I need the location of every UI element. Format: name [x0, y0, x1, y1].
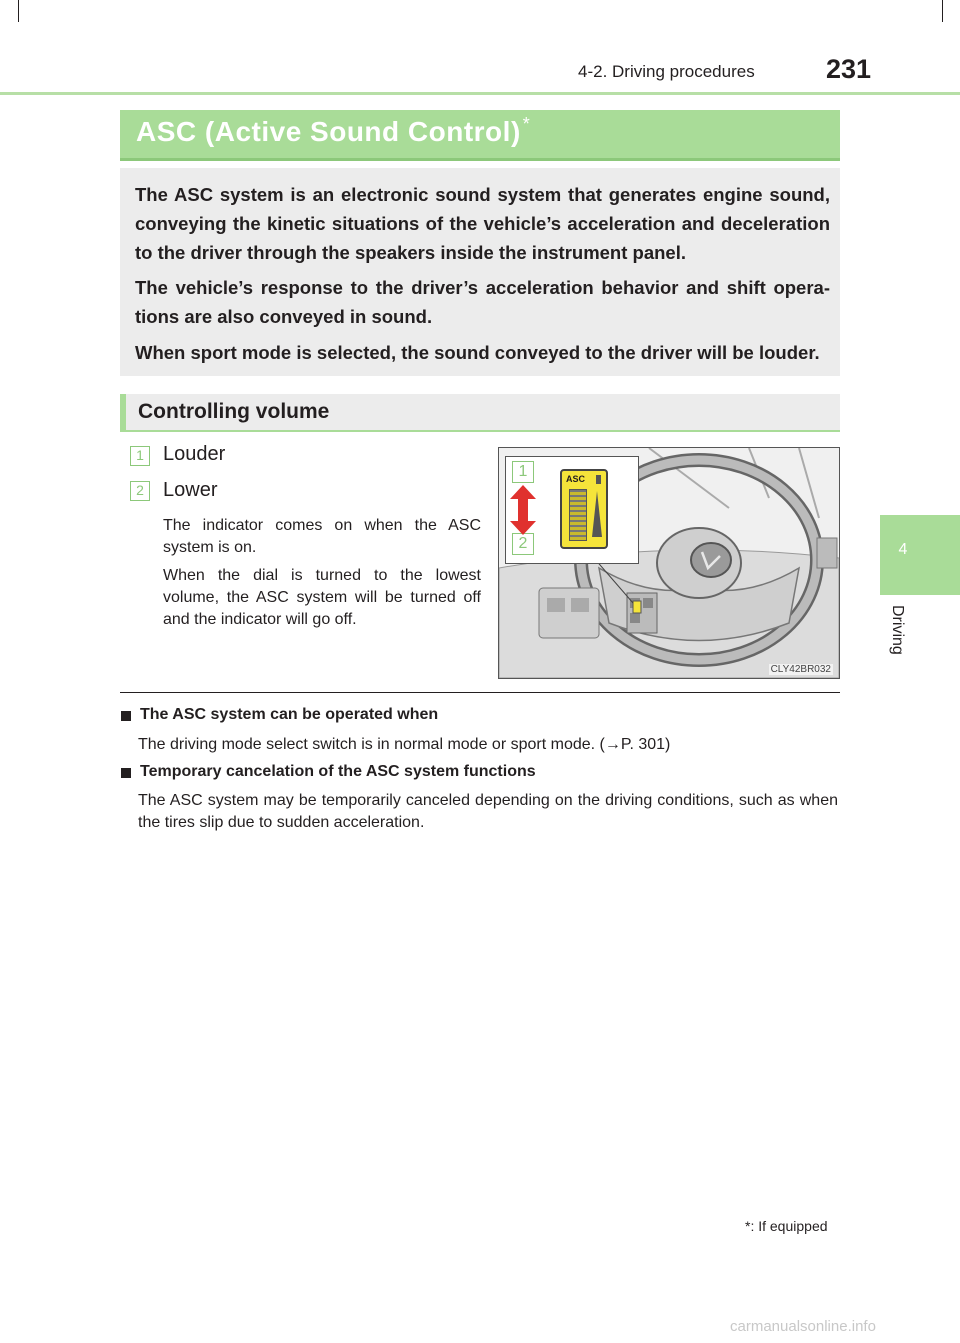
intro-paragraph-3: When sport mode is selected, the sound conveyed to the driver will be louder. [135, 342, 820, 363]
subsection-title: Controlling volume [138, 400, 330, 423]
item-number-2: 2 [130, 481, 150, 501]
equipped-mark: * [522, 114, 531, 134]
section-title-bar [120, 110, 840, 161]
subsection-bar [120, 394, 840, 432]
info-note-heading-1: The ASC system can be operated when [140, 706, 439, 723]
intro-paragraph-2: The vehicle’s response to the driver’s acceleration behavior and shift opera-tions are also conveyed in sound. [135, 277, 830, 327]
page-number: 231 [826, 54, 872, 84]
info-note-body-2: The ASC system may be temporarily canceled depending on the driving conditions, such as when the tires slip due to sudden acceleration. [138, 792, 838, 831]
asc-switch-label: ASC [566, 474, 586, 484]
item-label-lower: Lower [163, 479, 218, 501]
callout-inset [505, 456, 639, 564]
item-label-louder: Louder [163, 443, 226, 465]
info-note-heading-2: Temporary cancelation of the ASC system functions [140, 763, 536, 780]
chapter-label: Driving [889, 605, 906, 655]
square-bullet-icon [121, 768, 131, 778]
section-title [136, 116, 530, 148]
intro-box [120, 168, 840, 376]
illustration-code: CLY42BR032 [770, 664, 831, 675]
callout-number-1: 1 [512, 461, 534, 483]
crop-mark-top-right [942, 0, 943, 22]
header-rule [0, 92, 960, 95]
item-number-1: 1 [130, 446, 150, 466]
watermark: carmanualsonline.info [730, 1318, 876, 1335]
note-lowest-volume: When the dial is turned to the lowest volume, the ASC system will be turned off and the indicator will go off. [163, 567, 481, 628]
callout-number-2: 2 [512, 533, 534, 555]
note-indicator: The indicator comes on when the ASC system is on. [163, 517, 481, 556]
section-title-text: ASC (Active Sound Control) [136, 116, 521, 147]
chapter-tab [880, 515, 960, 595]
steering-wheel-illustration [498, 447, 840, 679]
square-bullet-icon [121, 711, 131, 721]
up-down-arrow-icon [508, 485, 538, 535]
header-section-title: 4-2. Driving procedures [578, 62, 755, 81]
info-note-body-1: The driving mode select switch is in normal mode or sport mode. (→P. 301) [138, 736, 671, 753]
volume-dial [569, 489, 587, 541]
section-divider [120, 692, 840, 693]
indicator-lamp [596, 475, 601, 484]
asc-switch [560, 469, 608, 549]
footnote: *: If equipped [745, 1218, 828, 1234]
crop-mark-top-left [18, 0, 19, 22]
intro-paragraph-1: The ASC system is an electronic sound system that generates engine sound, conveying the kinetic situations of the vehicle’s acceleration and deceleration to the driver through the speakers inside the instrument panel. [135, 184, 830, 263]
chapter-number: 4 [898, 541, 908, 558]
dial-ramp [592, 491, 602, 537]
